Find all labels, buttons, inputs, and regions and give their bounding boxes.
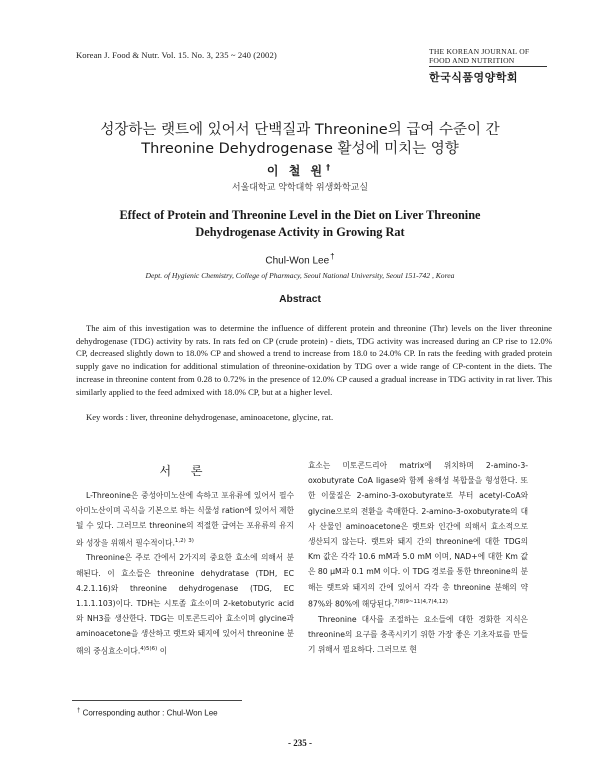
english-title-line2: Dehydrogenase Activity in Growing Rat <box>195 225 405 239</box>
korean-title-line1: 성장하는 랫트에 있어서 단백질과 Threonine의 급여 수준이 간 <box>100 122 500 138</box>
page-number: - 235 - <box>288 738 312 748</box>
journal-rule <box>429 66 547 67</box>
intro-paragraph: 효소는 미토콘드리아 matrix에 위치하며 2-amino-3-oxobutyrate CoA ligase와 함께 융해성 복합물을 형성한다. 또한 이물질은 2-amino-3-oxobutyrate로 부터 acetyl-CoA와 glycine으로의 전환을 촉매한다. 2-amino-3-oxobutyrate의 대사 산물인 aminoacetone은 랫트와 인간에 의해서 효소적으로 생산되지 않는다. 랫트와 돼지 간의 threonine에 대한 TDG의 Km 값은 각각 10.6 mM과 5.0 mM 이며, NAD+에 대한 Km 값은 80 μM과 0.1 mM 이다. 이 TDG 경로를 통한 threonine의 분해는 랫트와 돼지의 간에 있어서 각각 총 threonine 분해의 약 87%와 80%에 해당된다.$^{7)8)9\sim 11)4,7)4,12)}$ <box>308 461 528 609</box>
citation-ref: 4) <box>140 645 146 652</box>
abstract-text: The aim of this investigation was to determine the influence of different protein and threonine (Thr) levels on the liver threonine dehydrogenase (TDG) activity by rats. In rats fed on CP (crude protein) - diets, TDG activity was increased during an CP rise to 12.0% CP, decreased slightly down to 18.0% CP and showed a trend to increase from 18.0 to 24.0% CP. In rats the feeding with graded protein supply gave no indication for additional stimulation of threonine-oxidation by TDG over a wide range of CP-content in the diets. The increase in threonine content from 0.28 to 0.72% in the presence of 12.0% CP caused a gradual increase in TDG activity in rat liver. This similarly applied to the feed admixed with 18.0% CP, but at a higher level. <box>76 323 552 397</box>
intro-heading: 서 론 <box>159 464 211 478</box>
english-title-line1: Effect of Protein and Threonine Level in the Diet on Liver Threonine <box>119 208 481 222</box>
citation-ref: 5) <box>145 645 152 652</box>
journal-name-line1: THE KOREAN JOURNAL OF <box>429 47 530 56</box>
korean-author <box>0 162 600 179</box>
citation-ref: 4,7) <box>422 598 434 605</box>
intro-paragraph: Threonine은 주로 간에서 2가지의 중요한 효소에 의해서 분해된다. 이 효소들은 threonine dehydratase (TDH, EC 4.2.1.16)와 threonine dehydrogenase (TDG, EC 1.1.1.103)이다. TDH는 시토졸 효소이며 2-ketobutyric acid와 NH3를 생산한다. TDG는 미토콘드리아 효소이며 glycine과 aminoacetone을 생산하고 랫트와 돼지에 있어서 threonine 분해의 중심효소이다.$^{4)5)6)}$ 이 <box>76 553 294 656</box>
abstract-heading: Abstract <box>279 294 321 305</box>
english-author <box>0 252 600 266</box>
korean-author-mark: † <box>326 163 334 172</box>
keywords: Key words : liver, threonine dehydrogenase, aminoacetone, glycine, rat. <box>86 412 334 422</box>
journal-name-line2: FOOD AND NUTRITION <box>429 56 515 65</box>
intro-paragraph: Threonine 대사를 조절하는 요소들에 대한 경화한 지식은 threonine의 요구를 충족시키기 위한 가장 좋은 기초자료를 만들기 위해서 필요하다. 그러므로 현 <box>308 614 528 654</box>
citation-ref: 9~11) <box>405 598 423 605</box>
intro-paragraph: L-Threonine은 중성아미노산에 속하고 포유류에 있어서 필수아미노산이며 곡식을 기본으로 하는 식물성 ration에 있어서 제한될 수 있다. 그러므로 threonine의 적절한 급여는 포유류의 유지와 성장을 위해서 필수적이다.$^{1,2)}$ $^{3)}$ <box>76 491 294 548</box>
footnote-rule <box>72 700 242 701</box>
english-author-name: Chul-Won Lee <box>265 255 330 267</box>
citation-ref: 6) <box>151 645 158 652</box>
citation-ref: 8) <box>399 598 406 605</box>
citation-ref: 7) <box>394 598 400 605</box>
intro-left-column <box>76 488 294 658</box>
citation-ref: 3) <box>188 537 194 544</box>
journal-citation: Korean J. Food & Nutr. Vol. 15. No. 3, 235 ~ 240 (2002) <box>76 50 277 60</box>
journal-logo <box>429 47 551 85</box>
korean-affiliation: 서울대학교 약학대학 위생화학교실 <box>231 183 369 193</box>
citation-ref: 4,12) <box>433 598 448 605</box>
english-affiliation: Dept. of Hygienic Chemistry, College of Pharmacy, Seoul National University, Seoul 151-742 , Korea <box>145 271 455 280</box>
journal-name-korean: 한국식품영양학회 <box>429 71 519 84</box>
citation-ref: 1,2) <box>174 537 186 544</box>
footnote <box>76 708 218 718</box>
korean-title-line2: Threonine Dehydrogenase 활성에 미치는 영향 <box>141 141 459 157</box>
english-author-mark: † <box>330 252 335 261</box>
footnote-mark: † <box>77 708 81 714</box>
korean-author-name: 이 철 원 <box>266 164 326 178</box>
footnote-text: Corresponding author : Chul-Won Lee <box>82 708 218 718</box>
intro-right-column <box>308 458 528 657</box>
